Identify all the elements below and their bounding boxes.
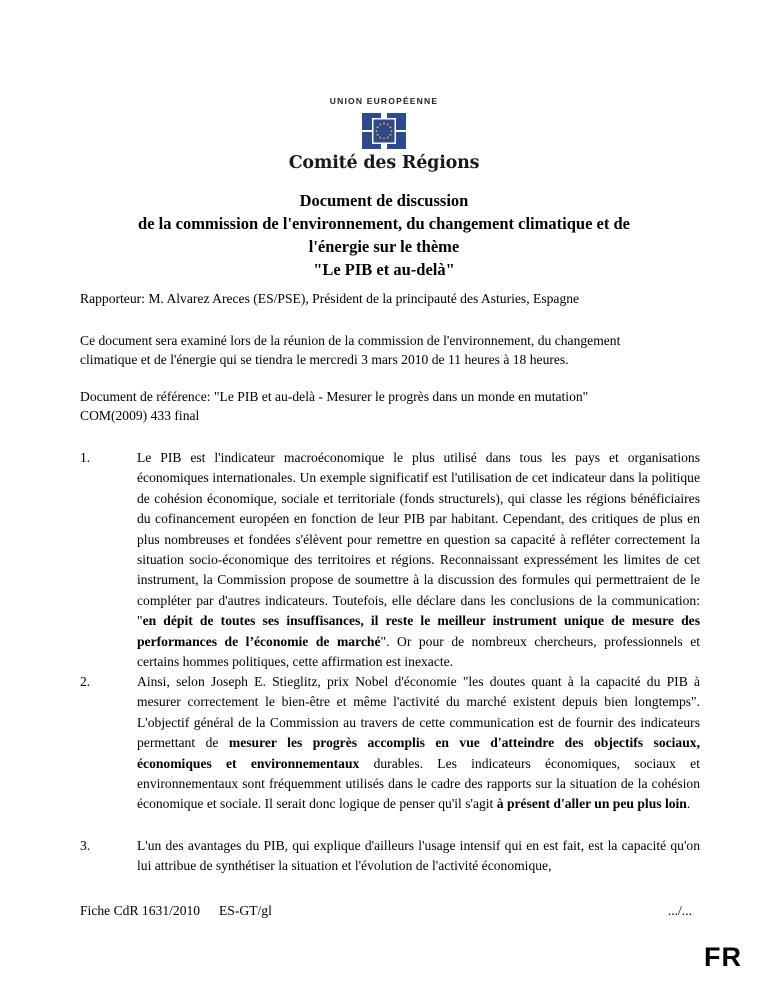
emphasis: en dépit de toutes ses insuffisances, il reste le meilleur instrument unique de mesure des performances de l’économie de marché bbox=[137, 613, 700, 649]
emblem-star bbox=[390, 126, 392, 128]
emphasis: à présent d'aller un peu plus loin bbox=[496, 796, 687, 812]
paragraph-text: Le PIB est l'indicateur macroéconomique le plus utilisé dans tous les pays et organisations économiques internationales. Un exemple significatif est l'utilisation de cet indicateur dans la politique de cohésion économique, sociale et territoriale (fonds structurels), qui classe les régions bénéficiaires du cofinancement européen en fonction de leur PIB par habitant. Cependant, des critiques de plus en plus nombreuses et fondées s'élèvent pour remettre en question sa capacité à refléter correctement la situation socio-économique des territoires et régions. Reconnaissant expressément les limites de cet instrument, la Commission propose de soumettre à la discussion des formules qui permettraient de le compléter par d'autres indicateurs. Toutefois, elle déclare dans les conclusions de la communication: "en dépit de toutes ses insuffisances, il reste le meilleur instrument unique de mesure des performances de l’économie de marché". Or pour de nombreux chercheurs, professionnels et certains hommes politiques, cette affirmation est inexacte. bbox=[137, 450, 700, 670]
meeting-notice-line-1: Ce document sera examiné lors de la réunion de la commission de l'environnement, du changement bbox=[80, 333, 621, 348]
title-line-1: Document de discussion bbox=[299, 191, 469, 210]
logo-committee-name: Comité des Régions bbox=[288, 153, 480, 173]
eu-emblem-icon bbox=[359, 112, 409, 150]
logo-org-name: UNION EUROPÉENNE bbox=[329, 96, 439, 106]
emblem-star bbox=[391, 130, 393, 132]
reference-document bbox=[80, 388, 700, 426]
footer-reference: Fiche CdR 1631/2010 bbox=[80, 903, 201, 918]
meeting-notice-line-2: climatique et de l'énergie qui se tiendra le mercredi 3 mars 2010 de 11 heures à 18 heures. bbox=[80, 351, 569, 367]
meeting-notice bbox=[80, 332, 700, 370]
rapporteur-line: Rapporteur: M. Alvarez Areces (ES/PSE), Président de la principauté des Asturies, Espagne bbox=[80, 291, 580, 306]
continued-marker: .../... bbox=[667, 903, 692, 918]
emblem-star bbox=[379, 137, 381, 139]
reference-line-2: COM(2009) 433 final bbox=[80, 407, 200, 423]
paragraph-text: Ainsi, selon Joseph E. Stieglitz, prix Nobel d'économie "les doutes quant à la capacité du PIB à mesurer correctement le bien-être et même l'activité du marché existent depuis bien longtemps". L'objectif général de la Commission au travers de cette communication est de fournir des indicateurs permettant de mesurer les progrès accomplis en vue d'atteindre des objectifs sociaux, économiques et environnementaux durables. Les indicateurs économiques, sociaux et environnementaux sont fréquemment utilisés dans le cadre des rapports sur la situation de la cohésion économique et sociale. Il serait donc logique de penser qu'il s'agit à présent d'aller un peu plus loin. bbox=[137, 674, 700, 812]
paragraph-text: L'un des avantages du PIB, qui explique d'ailleurs l'usage intensif qui en est fait, est la capacité qu'on lui attribue de synthétiser la situation et l'évolution de l'activité économique, bbox=[137, 838, 700, 874]
title-line-2: de la commission de l'environnement, du changement climatique et de bbox=[138, 214, 630, 233]
title-line-3: l'énergie sur le thème bbox=[308, 237, 460, 256]
title-line-4: "Le PIB et au-delà" bbox=[313, 260, 455, 279]
paragraph-number: 1. bbox=[80, 450, 91, 465]
document-title bbox=[60, 189, 708, 281]
committee-logo bbox=[0, 96, 768, 173]
emblem-star bbox=[383, 123, 385, 125]
emblem-star bbox=[387, 137, 389, 139]
numbered-paragraph-2 bbox=[80, 672, 700, 815]
emblem-star bbox=[377, 126, 379, 128]
emblem-star bbox=[379, 124, 381, 126]
language-code: FR bbox=[704, 942, 742, 972]
reference-line-1: Document de référence: "Le PIB et au-delà - Mesurer le progrès dans un monde en mutation" bbox=[80, 389, 589, 404]
emblem-star bbox=[376, 130, 378, 132]
numbered-paragraph-1 bbox=[80, 448, 700, 672]
emblem-star bbox=[387, 124, 389, 126]
emblem-star bbox=[383, 138, 385, 140]
paragraph-number: 3. bbox=[80, 838, 91, 853]
footer-code: ES-GT/gl bbox=[219, 903, 272, 918]
emblem-star bbox=[377, 134, 379, 136]
emblem-star bbox=[390, 134, 392, 136]
numbered-paragraph-3 bbox=[80, 836, 700, 877]
paragraph-number: 2. bbox=[80, 674, 91, 689]
emphasis: mesurer les progrès accomplis en vue d'atteindre des objectifs sociaux, économiques et environnementaux bbox=[137, 735, 700, 771]
